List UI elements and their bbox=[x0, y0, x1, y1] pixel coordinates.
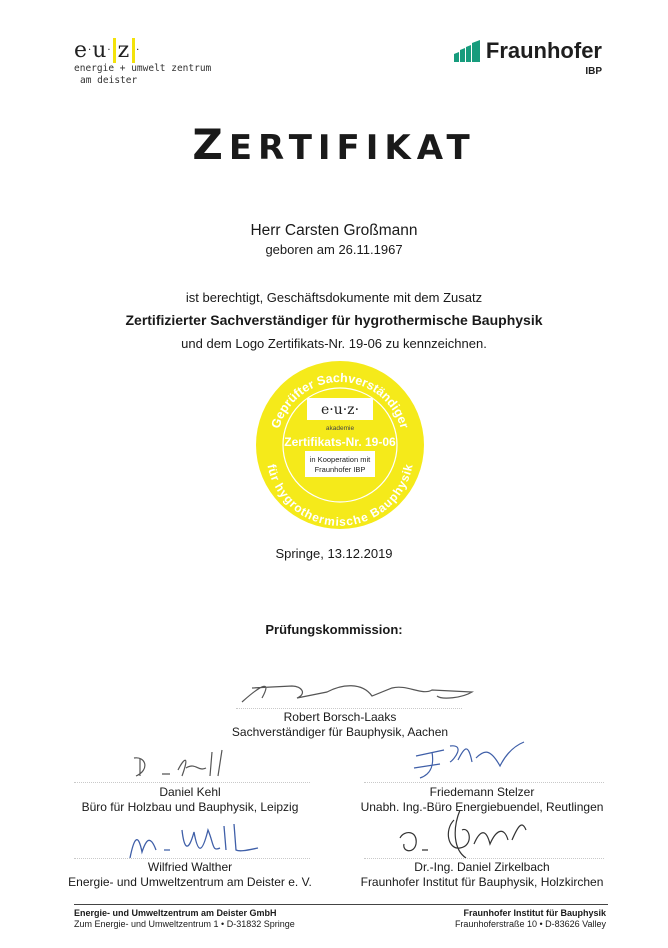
euz-logo-mark: e · u · z · bbox=[74, 38, 141, 63]
member-5-name: Dr.-Ing. Daniel Zirkelbach bbox=[414, 860, 550, 874]
footer-right-org: Fraunhofer Institut für Bauphysik bbox=[463, 908, 606, 918]
member-2-name: Daniel Kehl bbox=[159, 785, 221, 799]
commission-member-4 bbox=[60, 860, 320, 890]
fraunhofer-unit: IBP bbox=[585, 66, 602, 77]
euz-tagline-2: am deister bbox=[80, 75, 138, 86]
signature-borsch-laaks bbox=[232, 676, 492, 710]
member-5-role: Fraunhofer Institut für Bauphysik, Holzkirchen bbox=[360, 875, 604, 889]
member-1-name: Robert Borsch-Laaks bbox=[283, 710, 397, 724]
footer-divider bbox=[74, 904, 608, 905]
member-1-role: Sachverständiger für Bauphysik, Aachen bbox=[231, 725, 449, 739]
euz-logo bbox=[74, 38, 211, 87]
signature-zirkelbach bbox=[396, 800, 536, 860]
fraunhofer-icon bbox=[454, 40, 480, 62]
seal-arc-bottom: für hygrothermische Bauphysik bbox=[264, 462, 416, 529]
fraunhofer-name: Fraunhofer bbox=[485, 38, 602, 63]
member-3-role: Unabh. Ing.-Büro Energiebuendel, Reutlingen bbox=[360, 800, 604, 814]
certification-title: Zertifizierter Sachverständiger für hygrothermische Bauphysik bbox=[125, 312, 543, 328]
commission-member-2 bbox=[60, 785, 320, 815]
place-date: Springe, 13.12.2019 bbox=[275, 546, 393, 561]
signature-line-2 bbox=[74, 782, 310, 783]
commission-heading: Prüfungskommission: bbox=[265, 622, 403, 637]
signature-line-4 bbox=[74, 858, 310, 859]
signature-walther bbox=[124, 818, 264, 862]
seal-coop-1: in Kooperation mit bbox=[309, 455, 371, 464]
signature-stelzer bbox=[410, 738, 530, 784]
signature-line-1 bbox=[236, 708, 462, 709]
signature-line-5 bbox=[364, 858, 604, 859]
seal-coop-2: Fraunhofer IBP bbox=[314, 465, 366, 474]
footer-right-address: Fraunhoferstraße 10 • D-83626 Valley bbox=[454, 919, 606, 929]
authorization-line-1: ist berechtigt, Geschäftsdokumente mit dem Zusatz bbox=[185, 290, 483, 305]
commission-member-1 bbox=[200, 710, 480, 740]
seal-arc-top: Geprüfter Sachverständiger bbox=[268, 370, 412, 431]
title-initial: Z bbox=[192, 120, 229, 169]
commission-member-5 bbox=[350, 860, 614, 890]
member-4-role: Energie- und Umweltzentrum am Deister e. V. bbox=[68, 875, 312, 889]
recipient-name: Herr Carsten Großmann bbox=[250, 222, 418, 239]
footer-left-org: Energie- und Umweltzentrum am Deister GmbH bbox=[74, 908, 277, 918]
footer-left-address: Zum Energie- und Umweltzentrum 1 • D-31832 Springe bbox=[74, 919, 295, 929]
member-3-name: Friedemann Stelzer bbox=[429, 785, 535, 799]
seal-akademie: akademie bbox=[325, 425, 355, 432]
seal-number: Zertifikats-Nr. 19-06 bbox=[284, 435, 396, 449]
footer-right bbox=[455, 908, 606, 930]
signature-line-3 bbox=[364, 782, 604, 783]
authorization-line-3: und dem Logo Zertifikats-Nr. 19-06 zu kennzeichnen. bbox=[181, 336, 487, 351]
seal-logo: e·u·z· bbox=[320, 402, 360, 418]
member-2-role: Büro für Holzbau und Bauphysik, Leipzig bbox=[81, 800, 299, 814]
certificate-title bbox=[0, 120, 668, 169]
footer-left bbox=[74, 908, 295, 930]
signature-kehl bbox=[126, 748, 236, 782]
fraunhofer-logo bbox=[454, 38, 602, 77]
recipient-birth: geboren am 26.11.1967 bbox=[265, 242, 403, 257]
title-rest: ERTIFIKAT bbox=[228, 128, 476, 168]
euz-tagline-1: energie + umwelt zentrum bbox=[74, 63, 212, 74]
member-4-name: Wilfried Walther bbox=[147, 860, 233, 874]
certification-seal bbox=[255, 360, 425, 530]
